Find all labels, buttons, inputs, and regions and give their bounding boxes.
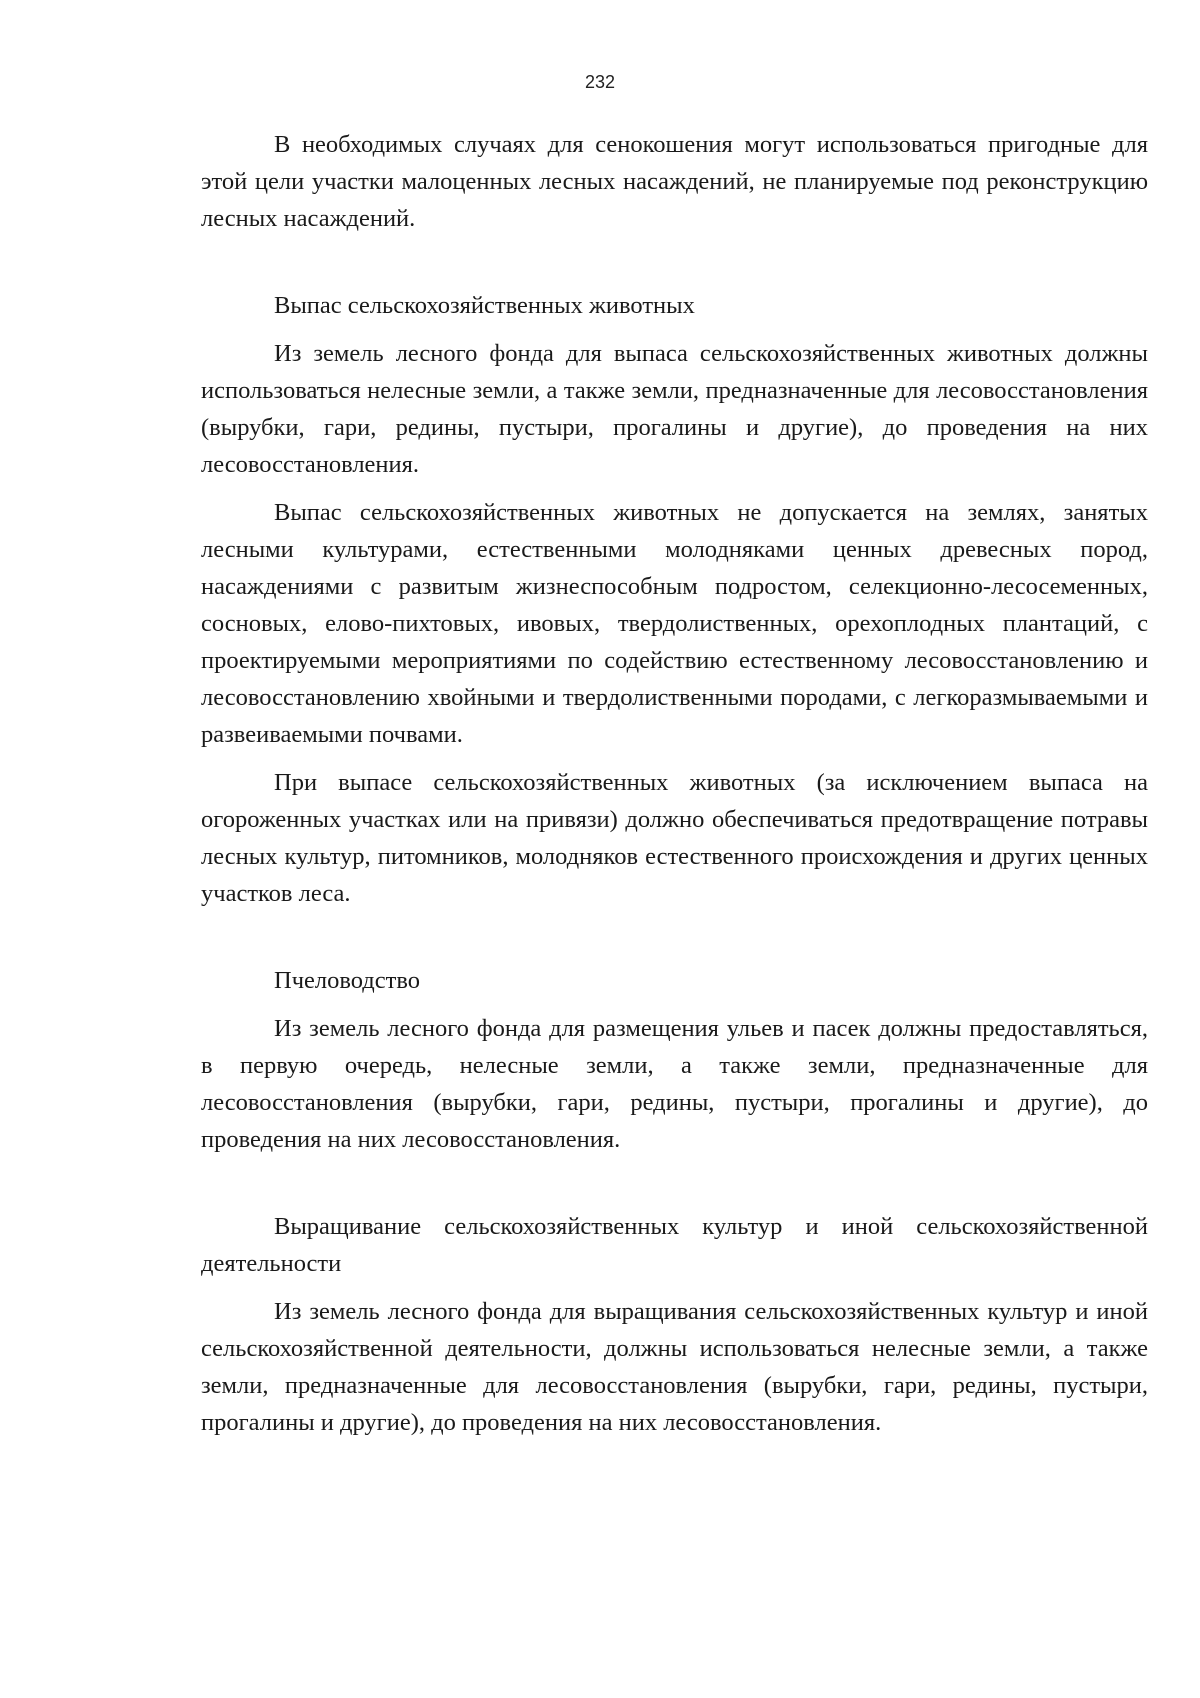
paragraph-crop-cultivation: Из земель лесного фонда для выращивания сельскохозяйственных культур и иной сельскохозяйственной деятельности, должны использоваться нелесные земли, а также земли, предназначенные для лесовосстановления (вырубки, гари, редины, пустыри, прогалины и другие), до проведения на них лесовосстановления. [201, 1298, 1148, 1436]
paragraph-haymaking: В необходимых случаях для сенокошения могут использоваться пригодные для этой цели участки малоценных лесных насаждений, не планируемые под реконструкцию лесных насаждений. [201, 131, 1148, 232]
document-body [201, 126, 1148, 1441]
paragraph-grazing-lands: Из земель лесного фонда для выпаса сельскохозяйственных животных должны использоваться нелесные земли, а также земли, предназначенные для лесовосстановления (вырубки, гари, редины, пустыри, прогалины и другие), до проведения на них лесовосстановления. [201, 340, 1148, 478]
page-number: 232 [584, 72, 616, 92]
heading-crop-cultivation: Выращивание сельскохозяйственных культур и иной сельскохозяйственной деятельности [201, 1213, 1148, 1277]
paragraph-grazing-protection: При выпасе сельскохозяйственных животных (за исключением выпаса на огороженных участках или на привязи) должно обеспечиваться предотвращение потравы лесных культур, питомников, молодняков естественного происхождения и других ценных участков леса. [201, 769, 1148, 907]
heading-grazing: Выпас сельскохозяйственных животных [274, 292, 695, 319]
paragraph-grazing-restrictions: Выпас сельскохозяйственных животных не допускается на землях, занятых лесными культурами, естественными молодняками ценных древесных пород, насаждениями с развитым жизнеспособным подростом, селекционно-лесосеменных, сосновых, елово-пихтовых, ивовых, твердолиственных, орехоплодных плантаций, с проектируемыми мероприятиями по содействию естественному лесовосстановлению и лесовосстановлению хвойными и твердолиственными породами, с легкоразмываемыми и развеиваемыми почвами. [201, 499, 1148, 748]
paragraph-beekeeping: Из земель лесного фонда для размещения ульев и пасек должны предоставляться, в первую очередь, нелесные земли, а также земли, предназначенные для лесовосстановления (вырубки, гари, редины, пустыри, прогалины и другие), до проведения на них лесовосстановления. [201, 1015, 1148, 1153]
heading-beekeeping: Пчеловодство [274, 967, 421, 994]
